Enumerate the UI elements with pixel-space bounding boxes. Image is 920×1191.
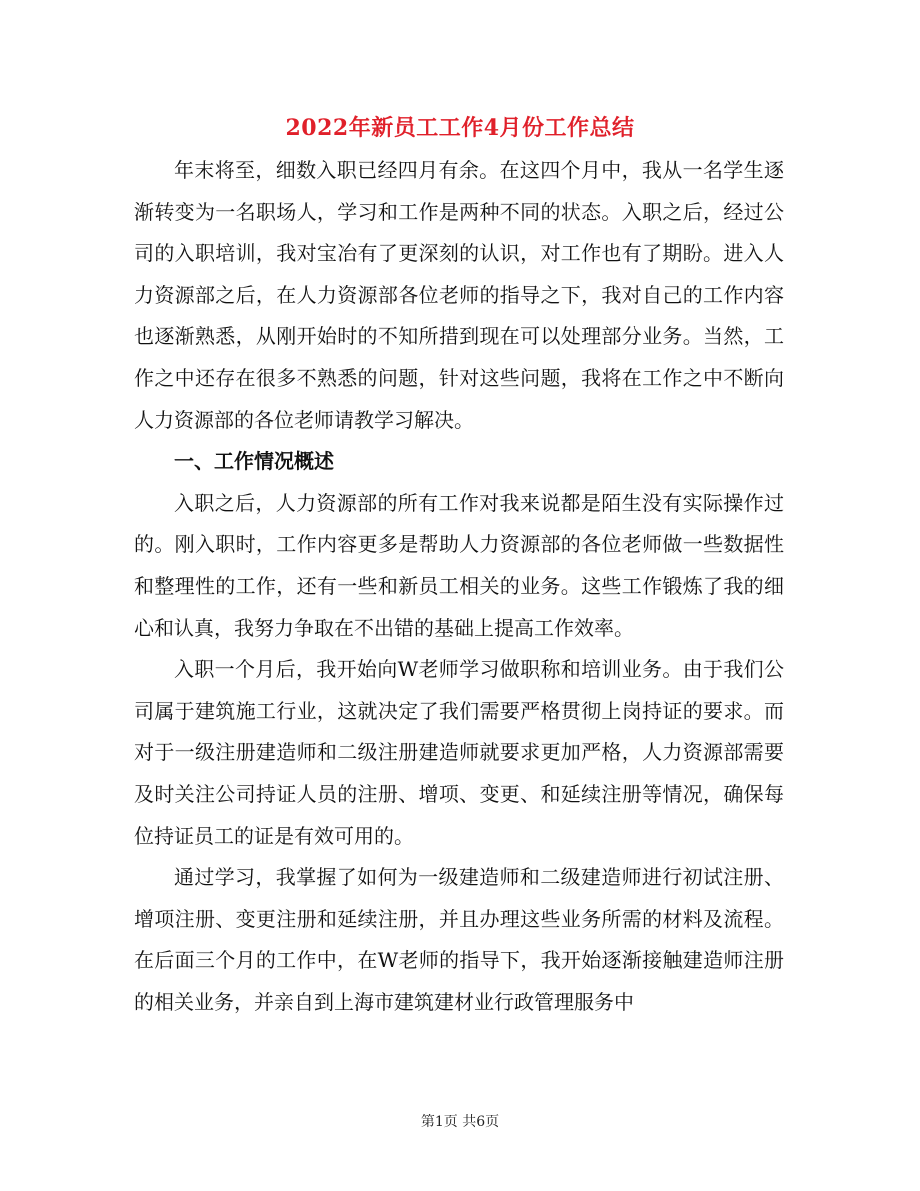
- paragraph-intro: 年末将至，细数入职已经四月有余。在这四个月中，我从一名学生逐渐转变为一名职场人，学习和工作是两种不同的状态。入职之后，经过公司的入职培训，我对宝冶有了更深刻的认识，对工作也有了期盼。进入人力资源部之后，在人力资源部各位老师的指导之下，我对自己的工作内容也逐渐熟悉，从刚开始时的不知所措到现在可以处理部分业务。当然，工作之中还存在很多不熟悉的问题，针对这些问题，我将在工作之中不断向人力资源部的各位老师请教学习解决。: [134, 158, 784, 432]
- paragraph-registration: 通过学习，我掌握了如何为一级建造师和二级建造师进行初试注册、增项注册、变更注册和延续注册，并且办理这些业务所需的材料及流程。在后面三个月的工作中，在W老师的指导下，我开始逐渐接触建造师注册的相关业务，并亲自到上海市建筑建材业行政管理服务中: [134, 865, 784, 1014]
- page-footer: 第1页 共6页: [420, 1114, 500, 1130]
- document-body: [134, 150, 784, 1023]
- document-title: 2022年新员工工作4月份工作总结: [285, 115, 635, 141]
- section-heading-work-overview: 一、工作情况概述: [174, 449, 334, 474]
- paragraph-certification: 入职一个月后，我开始向W老师学习做职称和培训业务。由于我们公司属于建筑施工行业，这就决定了我们需要严格贯彻上岗持证的要求。而对于一级注册建造师和二级注册建造师就要求更加严格，人力资源部需要及时关注公司持证人员的注册、增项、变更、和延续注册等情况，确保每位持证员工的证是有效可用的。: [134, 657, 784, 848]
- paragraph-work-overview: 入职之后，人力资源部的所有工作对我来说都是陌生没有实际操作过的。刚入职时，工作内容更多是帮助人力资源部的各位老师做一些数据性和整理性的工作，还有一些和新员工相关的业务。这些工作锻炼了我的细心和认真，我努力争取在不出错的基础上提高工作效率。: [134, 490, 784, 640]
